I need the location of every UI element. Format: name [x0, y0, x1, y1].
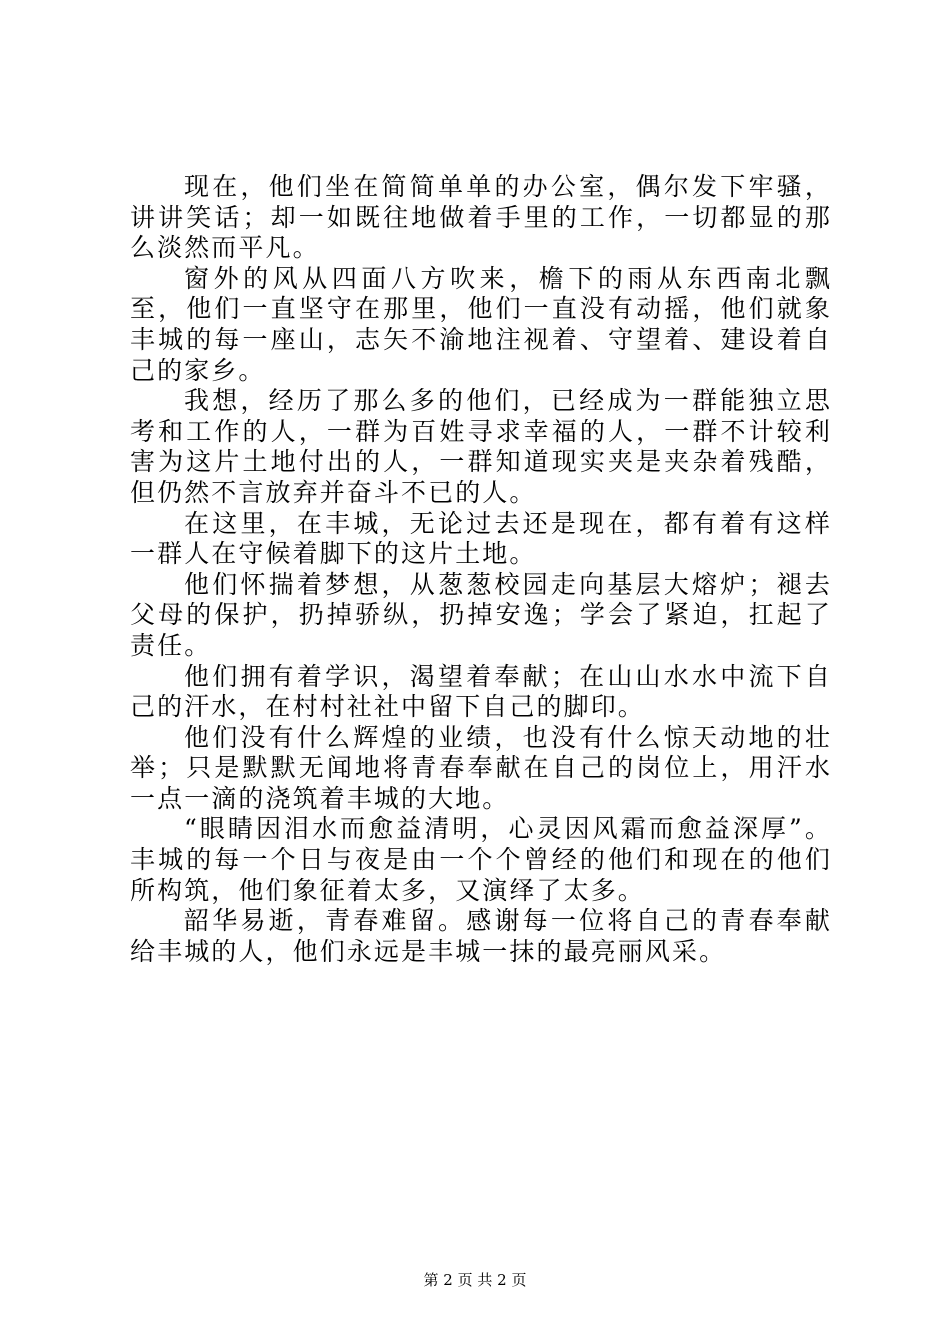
paragraph-2: 窗外的风从四面八方吹来，檐下的雨从东西南北飘至，他们一直坚守在那里，他们一直没有动摇，他们就象丰城的每一座山，志矢不渝地注视着、守望着、建设着自己的家乡。	[130, 263, 832, 385]
paragraph-3: 我想，经历了那么多的他们，已经成为一群能独立思考和工作的人，一群为百姓寻求幸福的人，一群不计较利害为这片土地付出的人，一群知道现实夹是夹杂着残酷，但仍然不言放弃并奋斗不已的人。	[130, 386, 832, 507]
paragraph-9: 韶华易逝，青春难留。感谢每一位将自己的青春奉献给丰城的人，他们永远是丰城一抹的最亮丽风采。	[130, 906, 832, 966]
paragraph-5: 他们怀揣着梦想，从葱葱校园走向基层大熔炉；褪去父母的保护，扔掉骄纵，扔掉安逸；学会了紧迫，扛起了责任。	[130, 569, 832, 660]
paragraph-4: 在这里，在丰城，无论过去还是现在，都有着有这样一群人在守候着脚下的这片土地。	[130, 508, 832, 569]
paragraph-8: “眼睛因泪水而愈益清明，心灵因风霜而愈益深厚”。丰城的每一个日与夜是由一个个曾经的他们和现在的他们所构筑，他们象征着太多，又演绎了太多。	[130, 814, 832, 905]
page-number-footer: 第 2 页 共 2 页	[423, 1271, 527, 1289]
paragraph-7: 他们没有什么辉煌的业绩，也没有什么惊天动地的壮举；只是默默无闻地将青春奉献在自己的岗位上，用汗水一点一滴的浇筑着丰城的大地。	[130, 722, 832, 813]
document-body	[130, 172, 832, 967]
paragraph-1: 现在，他们坐在简简单单的办公室，偶尔发下牢骚，讲讲笑话；却一如既往地做着手里的工作，一切都显的那么淡然而平凡。	[130, 172, 832, 263]
paragraph-6: 他们拥有着学识，渴望着奉献；在山山水水中流下自己的汗水，在村村社社中留下自己的脚印。	[130, 661, 832, 722]
